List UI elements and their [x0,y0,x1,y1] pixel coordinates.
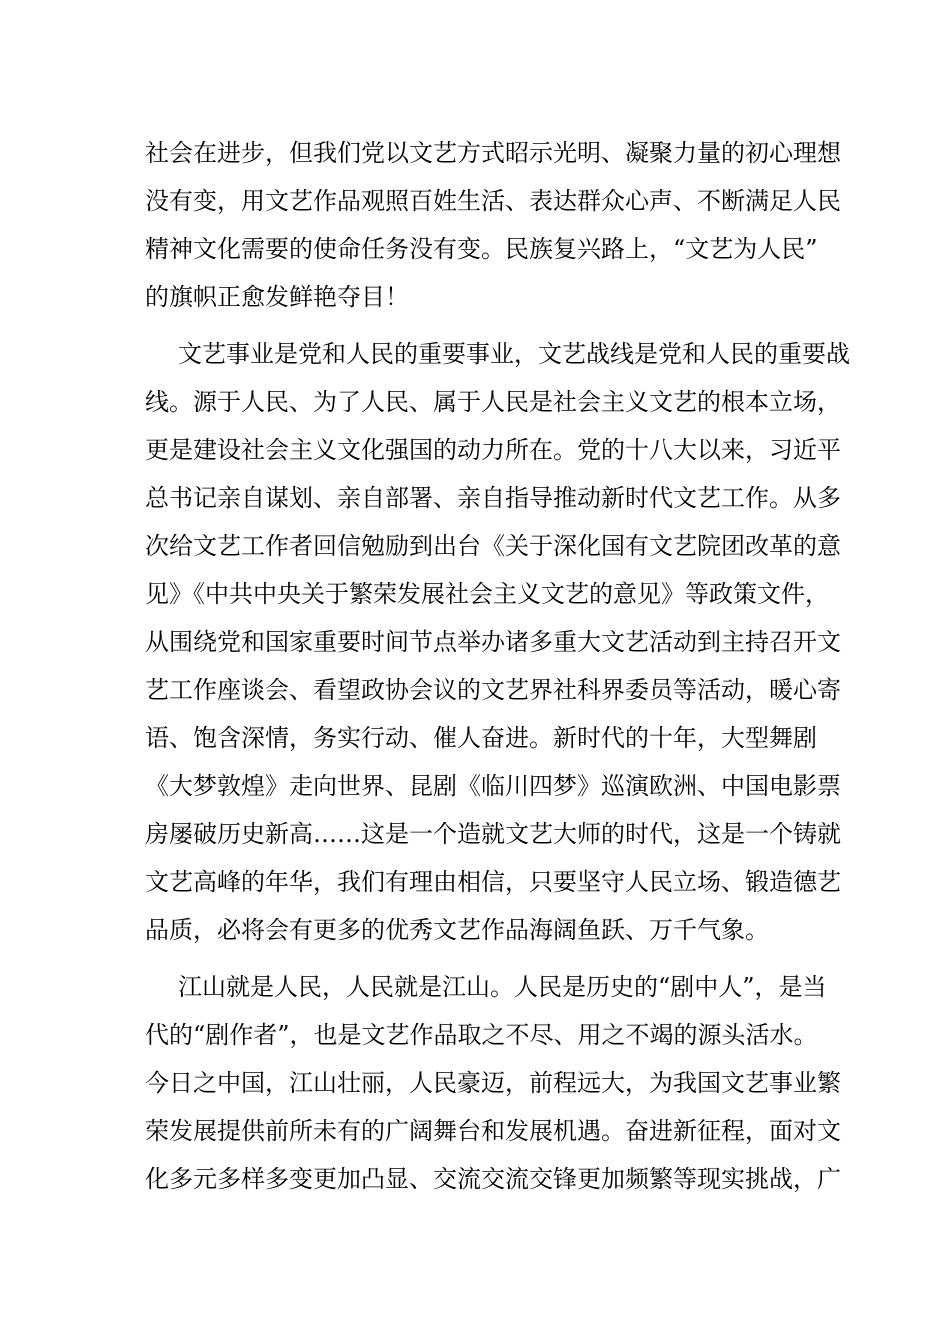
text-line: 见》《中共中央关于繁荣发展社会主义文艺的意见》等政策文件， [145,580,829,608]
text-line: 房屡破历史新高……这是一个造就文艺大师的时代，这是一个铸就 [145,820,841,848]
text-line: 次给文艺工作者回信勉励到出台《关于深化国有文艺院团改革的意 [145,532,841,560]
text-line: 语、饱含深情，务实行动、催人奋进。新时代的十年，大型舞剧 [145,724,817,752]
text-line: 今日之中国，江山壮丽，人民豪迈，前程远大，为我国文艺事业繁 [145,1069,841,1097]
text-line: 《大梦敦煌》走向世界、昆剧《临川四梦》巡演欧洲、中国电影票 [145,772,841,800]
paragraph-first-line: 江山就是人民，人民就是江山。人民是历史的“剧中人”，是当 [178,973,827,1001]
text-line: 荣发展提供前所未有的广阔舞台和发展机遇。奋进新征程，面对文 [145,1117,841,1145]
text-line: 精神文化需要的使命任务没有变。民族复兴路上，“文艺为人民” [145,235,818,263]
text-line: 社会在进步，但我们党以文艺方式昭示光明、凝聚力量的初心理想 [145,139,841,167]
text-line: 更是建设社会主义文化强国的动力所在。党的十八大以来，习近平 [145,436,841,464]
text-line: 品质，必将会有更多的优秀文艺作品海阔鱼跃、万千气象。 [145,916,769,944]
text-line: 总书记亲自谋划、亲自部署、亲自指导推动新时代文艺工作。从多 [145,484,841,512]
text-line: 文艺高峰的年华，我们有理由相信，只要坚守人民立场、锻造德艺 [145,868,841,896]
text-line: 没有变，用文艺作品观照百姓生活、表达群众心声、不断满足人民 [145,187,841,215]
text-line: 从围绕党和国家重要时间节点举办诸多重大文艺活动到主持召开文 [145,628,841,656]
text-line: 线。源于人民、为了人民、属于人民是社会主义文艺的根本立场， [145,388,841,416]
text-line: 艺工作座谈会、看望政协会议的文艺界社科界委员等活动，暖心寄 [145,676,841,704]
text-line: 代的“剧作者”，也是文艺作品取之不尽、用之不竭的源头活水。 [145,1021,818,1049]
text-line: 化多元多样多变更加凸显、交流交流交锋更加频繁等现实挑战，广 [145,1165,841,1193]
paragraph-first-line: 文艺事业是党和人民的重要事业，文艺战线是党和人民的重要战 [178,340,850,368]
text-line: 的旗帜正愈发鲜艳夺目！ [145,283,409,311]
